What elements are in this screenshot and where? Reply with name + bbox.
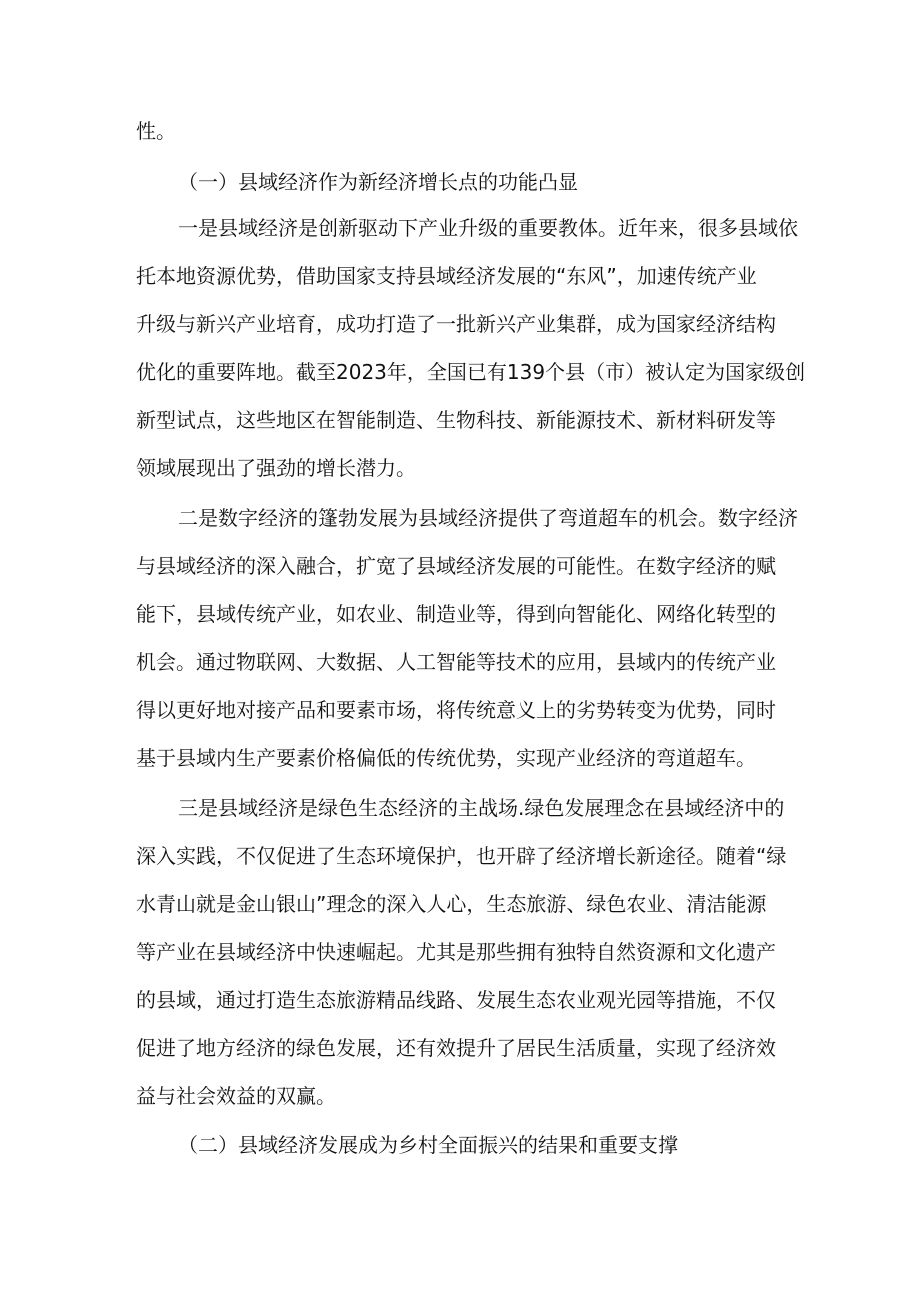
text-line: 得以更好地对接产品和要素市场，将传统意义上的劣势转变为优势，同时 xyxy=(136,698,776,722)
text-line: 基于县域内生产要素价格偏低的传统优势，实现产业经济的弯道超车。 xyxy=(136,746,756,770)
text-line: 领域展现出了强劲的增长潜力。 xyxy=(136,456,416,480)
text-line: 能下，县域传统产业，如农业、制造业等，得到向智能化、网络化转型的 xyxy=(136,602,776,626)
section-heading: （二）县域经济发展成为乡村全面振兴的结果和重要支撑 xyxy=(178,1133,678,1157)
text-line: 促进了地方经济的绿色发展，还有效提升了居民生活质量，实现了经济效 xyxy=(136,1036,776,1060)
text-line: 与县域经济的深入融合，扩宽了县域经济发展的可能性。在数字经济的赋 xyxy=(136,554,776,578)
text-line: 等产业在县域经济中快速崛起。尤其是那些拥有独特自然资源和文化遗产 xyxy=(136,940,776,964)
text-line: 深入实践，不仅促进了生态环境保护，也开辟了经济增长新途径。随着“绿 xyxy=(136,844,787,868)
text-line: 升级与新兴产业培育，成功打造了一批新兴产业集群，成为国家经济结构 xyxy=(136,312,776,336)
section-heading: （一）县域经济作为新经济增长点的功能凸显 xyxy=(178,170,578,194)
text-line: 新型试点，这些地区在智能制造、生物科技、新能源技术、新材料研发等 xyxy=(136,408,776,432)
text-line: 三是县域经济是绿色生态经济的主战场.绿色发展理念在县域经济中的 xyxy=(178,796,785,820)
text-line: 机会。通过物联网、大数据、人工智能等技术的应用，县域内的传统产业 xyxy=(136,650,776,674)
text-line: 性。 xyxy=(136,119,176,143)
text-line: 益与社会效益的双赢。 xyxy=(136,1084,336,1108)
text-line: 一是县域经济是创新驱动下产业升级的重要教体。近年来，很多县域依 xyxy=(178,216,798,240)
text-line: 二是数字经济的篷勃发展为县域经济提供了弯道超车的机会。数字经济 xyxy=(178,506,798,530)
text-line: 优化的重要阵地。截至2023年，全国已有139个县（市）被认定为国家级创 xyxy=(136,360,806,384)
text-line: 水青山就是金山银山”理念的深入人心，生态旅游、绿色农业、清洁能源 xyxy=(136,892,767,916)
text-line: 的县域，通过打造生态旅游精品线路、发展生态农业观光园等措施，不仅 xyxy=(136,988,776,1012)
text-line: 托本地资源优势，借助国家支持县域经济发展的“东风”，加速传统产业 xyxy=(136,264,757,288)
